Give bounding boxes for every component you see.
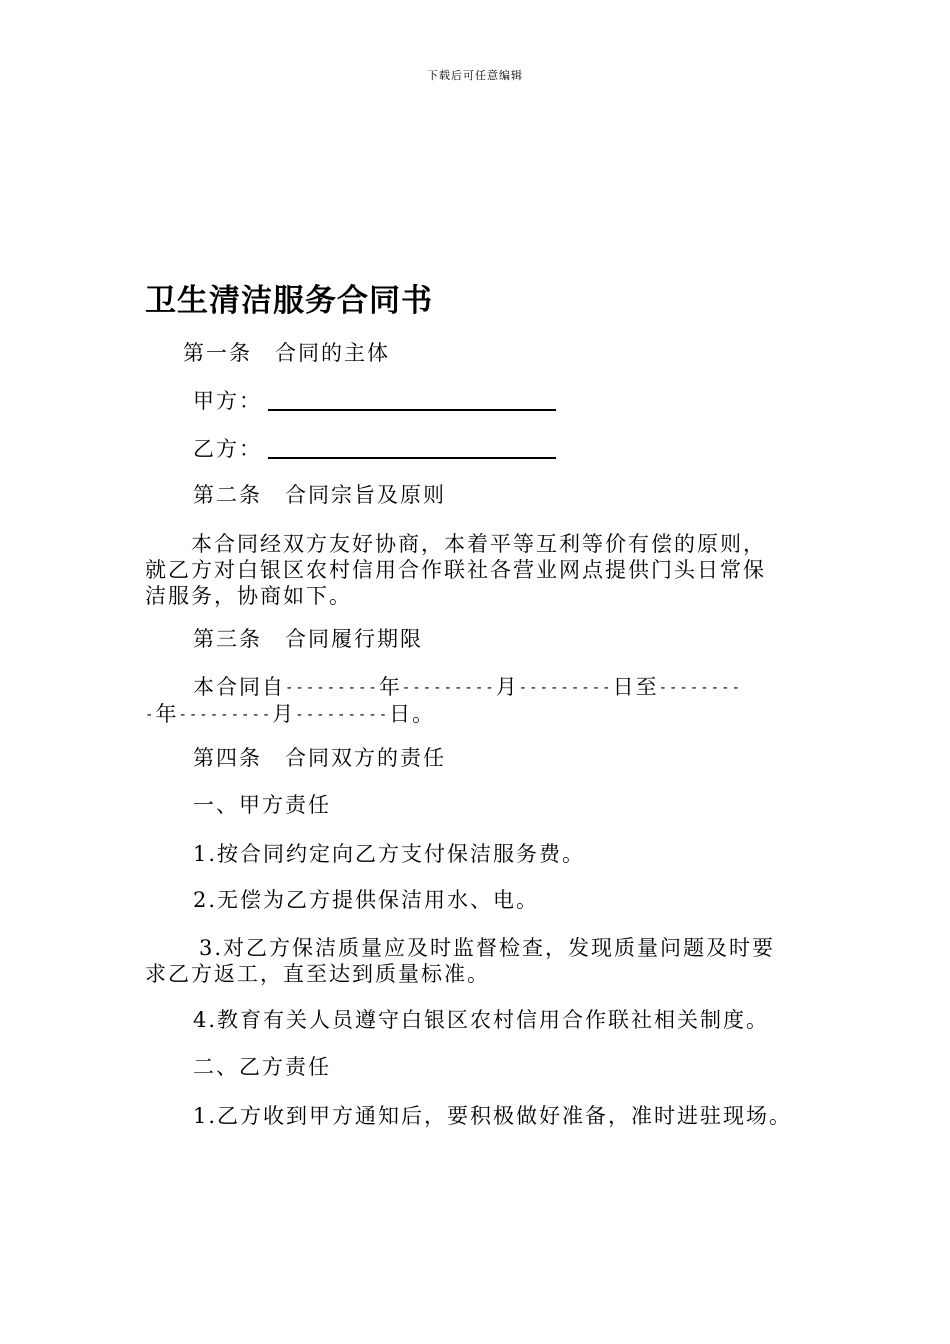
party-a-row <box>193 389 858 414</box>
term-line-1 <box>145 674 810 701</box>
article4-heading: 第四条 合同双方的责任 <box>193 746 446 770</box>
party-b-blank <box>268 437 556 459</box>
day-label: 日 <box>612 675 636 699</box>
party-a-label: 甲方： <box>193 389 262 413</box>
term-prefix: 本合同自 <box>193 675 285 699</box>
article1-heading: 第一条 合同的主体 <box>183 341 390 365</box>
section-a-heading: 一、甲方责任 <box>193 793 331 817</box>
duty-a1: 1.按合同约定向乙方支付保洁服务费。 <box>193 842 586 866</box>
article2-line: 就乙方对白银区农村信用合作联社各营业网点提供门头日常保 <box>145 558 766 582</box>
month-blank: --------- <box>401 680 496 696</box>
day-blank: --------- <box>518 680 613 696</box>
party-b-label: 乙方： <box>193 437 262 461</box>
end-month-label: 月 <box>272 702 296 726</box>
section-b-heading: 二、乙方责任 <box>193 1055 331 1079</box>
duty-a3-line: 求乙方返工，直至达到质量标准。 <box>145 962 490 986</box>
end-day-label: 日。 <box>389 702 436 726</box>
duty-b1: 1.乙方收到甲方通知后，要积极做好准备，准时进驻现场。 <box>193 1104 793 1128</box>
article2-line: 洁服务，协商如下。 <box>145 584 352 608</box>
duty-a3-line: 3.对乙方保洁质量应及时监督检查，发现质量问题及时要 <box>176 936 776 960</box>
end-year-blank-cont: - <box>145 707 156 723</box>
to-label: 至 <box>635 675 659 699</box>
article3-term <box>145 674 810 728</box>
party-b-row <box>193 437 858 462</box>
month-label: 月 <box>495 675 519 699</box>
end-year-blank: -------- <box>658 680 743 696</box>
article2-line: 本合同经双方友好协商，本着平等互利等价有偿的原则， <box>145 532 766 556</box>
end-month-blank: --------- <box>178 707 273 723</box>
duty-a4: 4.教育有关人员遵守白银区农村信用合作联社相关制度。 <box>193 1008 770 1032</box>
duty-a2: 2.无偿为乙方提供保洁用水、电。 <box>193 888 540 912</box>
year-blank: --------- <box>285 680 379 696</box>
year-label: 年 <box>378 675 402 699</box>
duty-a3 <box>145 935 815 987</box>
article2-body <box>145 531 810 609</box>
article2-heading: 第二条 合同宗旨及原则 <box>193 483 446 507</box>
term-line-2 <box>145 701 810 728</box>
document-title: 卫生清洁服务合同书 <box>145 283 433 319</box>
article3-heading: 第三条 合同履行期限 <box>193 627 423 651</box>
header-note: 下载后可任意编辑 <box>427 69 523 82</box>
end-day-blank: --------- <box>295 707 390 723</box>
end-year-label: 年 <box>155 702 179 726</box>
party-a-blank <box>268 389 556 411</box>
